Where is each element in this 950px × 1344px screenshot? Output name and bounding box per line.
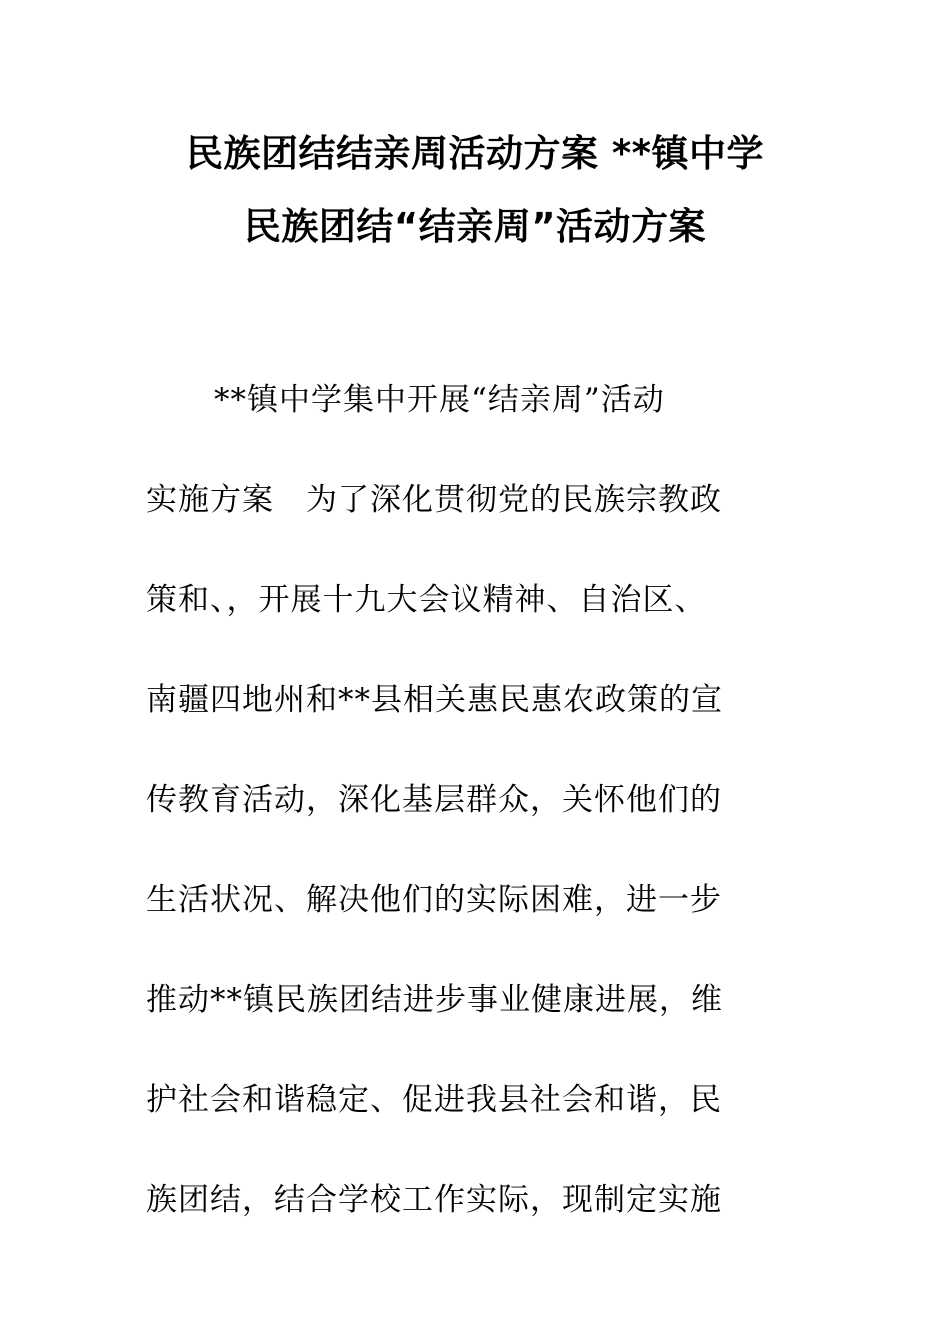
- body-line-8: 护社会和谐稳定、促进我县社会和谐，民: [146, 1082, 722, 1118]
- document-title-line-2: 民族团结“结亲周”活动方案: [243, 205, 707, 248]
- body-line-6: 生活状况、解决他们的实际困难，进一步: [146, 882, 722, 918]
- body-line-2: 实施方案 为了深化贯彻党的民族宗教政: [146, 482, 722, 518]
- body-line-1: **镇中学集中开展“结亲周”活动: [214, 382, 665, 418]
- body-line-3: 策和、，开展十九大会议精神、自治区、: [146, 582, 707, 618]
- body-line-5: 传教育活动，深化基层群众，关怀他们的: [146, 782, 722, 818]
- body-line-7: 推动**镇民族团结进步事业健康进展，维: [146, 982, 723, 1018]
- body-line-9: 族团结，结合学校工作实际，现制定实施: [146, 1182, 722, 1218]
- body-line-4: 南疆四地州和**县相关惠民惠农政策的宣: [146, 682, 723, 718]
- document-title-line-1: 民族团结结亲周活动方案 **镇中学: [185, 132, 765, 175]
